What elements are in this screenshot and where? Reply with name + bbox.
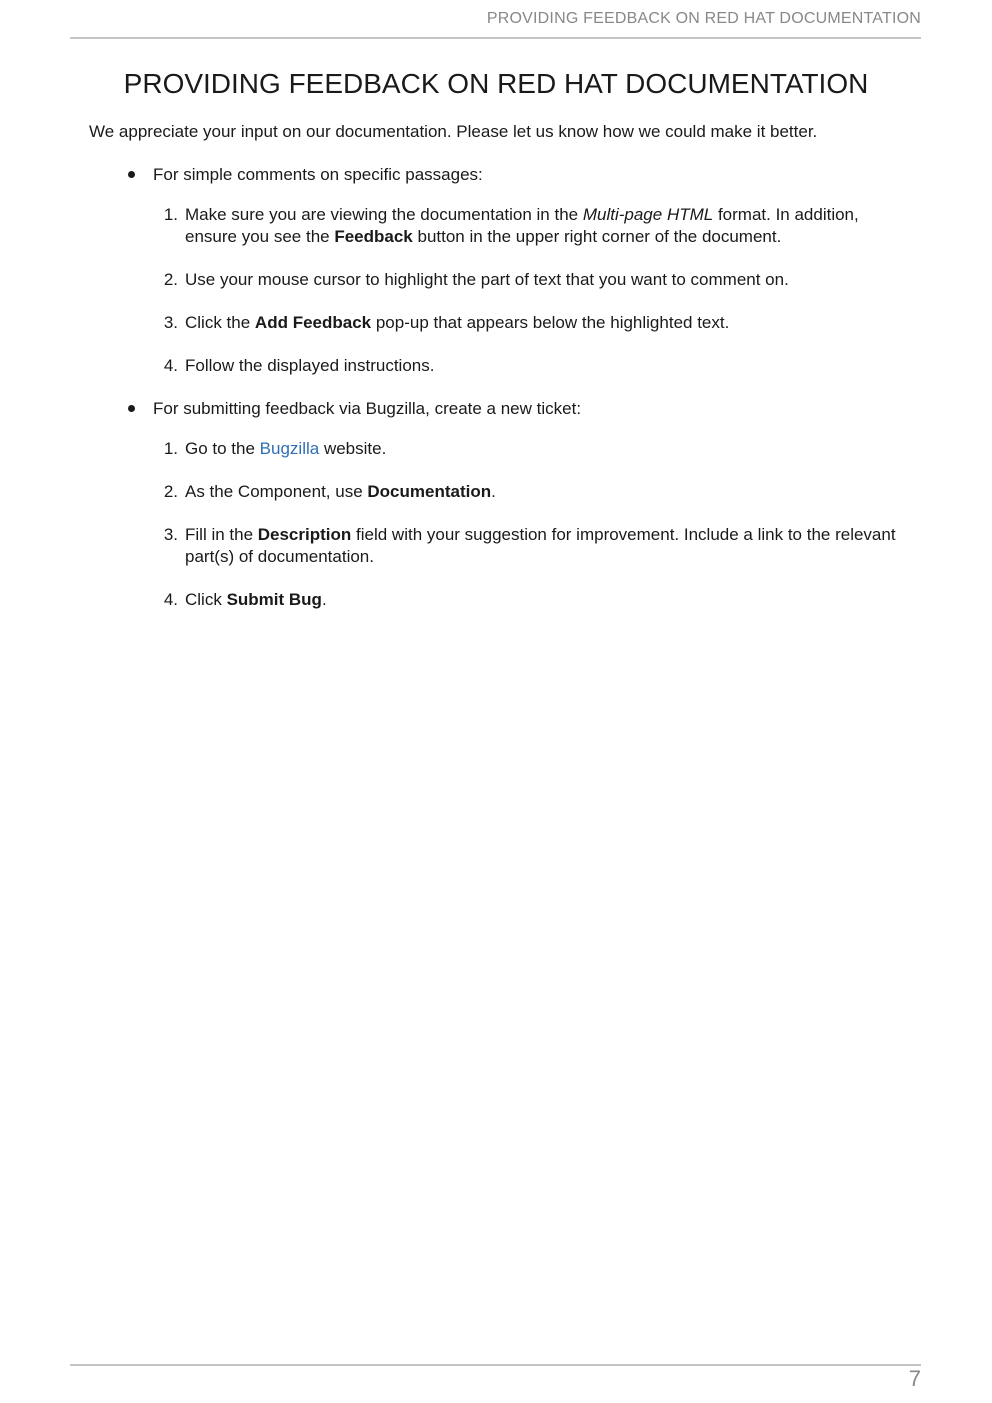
step-item [163, 589, 915, 611]
step-number: 2. [163, 270, 178, 289]
step-text: Follow the displayed instructions. [185, 356, 435, 375]
step-item [163, 438, 915, 460]
running-header: PROVIDING FEEDBACK ON RED HAT DOCUMENTATION [486, 10, 921, 27]
bullet-lead: For simple comments on specific passages: [153, 165, 483, 184]
step-text: website. [319, 439, 387, 458]
ui-term: Add Feedback [254, 313, 372, 332]
step-text: field with your suggestion for improvement. Include a link to the relevant part(s) of documentation. [185, 525, 896, 566]
step-item [163, 481, 915, 503]
step-item [163, 312, 915, 334]
step-number: 4. [163, 356, 178, 375]
step-text: Use your mouse cursor to highlight the part of text that you want to comment on. [185, 270, 789, 289]
step-number: 1. [163, 205, 178, 224]
step-text: Fill in the [185, 525, 258, 544]
step-item [163, 355, 915, 377]
step-text: button in the upper right corner of the document. [412, 227, 782, 246]
simple-comments-steps [0, 204, 915, 377]
step-number: 1. [163, 439, 178, 458]
footer-divider [70, 1364, 921, 1366]
step-item [163, 204, 915, 248]
bugzilla-link[interactable]: Bugzilla [259, 439, 320, 458]
ui-term: Submit Bug [226, 590, 322, 609]
list-item-simple-comments [0, 164, 915, 377]
format-name: Multi-page HTML [582, 205, 714, 224]
bullet-lead: For submitting feedback via Bugzilla, create a new ticket: [153, 399, 582, 418]
step-item [163, 269, 915, 291]
step-text: Make sure you are viewing the documentation in the [185, 205, 583, 224]
page-title: PROVIDING FEEDBACK ON RED HAT DOCUMENTATION [123, 68, 869, 99]
bullet-icon [128, 405, 135, 412]
step-item [163, 524, 915, 568]
ui-term: Documentation [367, 482, 492, 501]
step-text: . [321, 590, 327, 609]
step-text: format. In addition, ensure you see the [185, 205, 859, 246]
intro-paragraph: We appreciate your input on our documentation. Please let us know how we could make it better. [89, 122, 818, 141]
step-text: Click the [185, 313, 255, 332]
bullet-icon [128, 171, 135, 178]
bugzilla-steps [0, 438, 915, 611]
step-text: pop-up that appears below the highlighted text. [371, 313, 730, 332]
step-text: . [491, 482, 496, 501]
step-number: 2. [163, 482, 178, 501]
step-text: Click [185, 590, 227, 609]
step-number: 3. [163, 525, 178, 544]
step-text: As the Component, use [185, 482, 368, 501]
list-item-bugzilla [0, 398, 915, 611]
ui-term: Description [257, 525, 352, 544]
feedback-methods-list [0, 164, 915, 632]
ui-term: Feedback [334, 227, 413, 246]
step-number: 4. [163, 590, 178, 609]
page-number: 7 [908, 1366, 921, 1391]
header-divider [70, 37, 921, 39]
step-number: 3. [163, 313, 178, 332]
step-text: Go to the [185, 439, 260, 458]
